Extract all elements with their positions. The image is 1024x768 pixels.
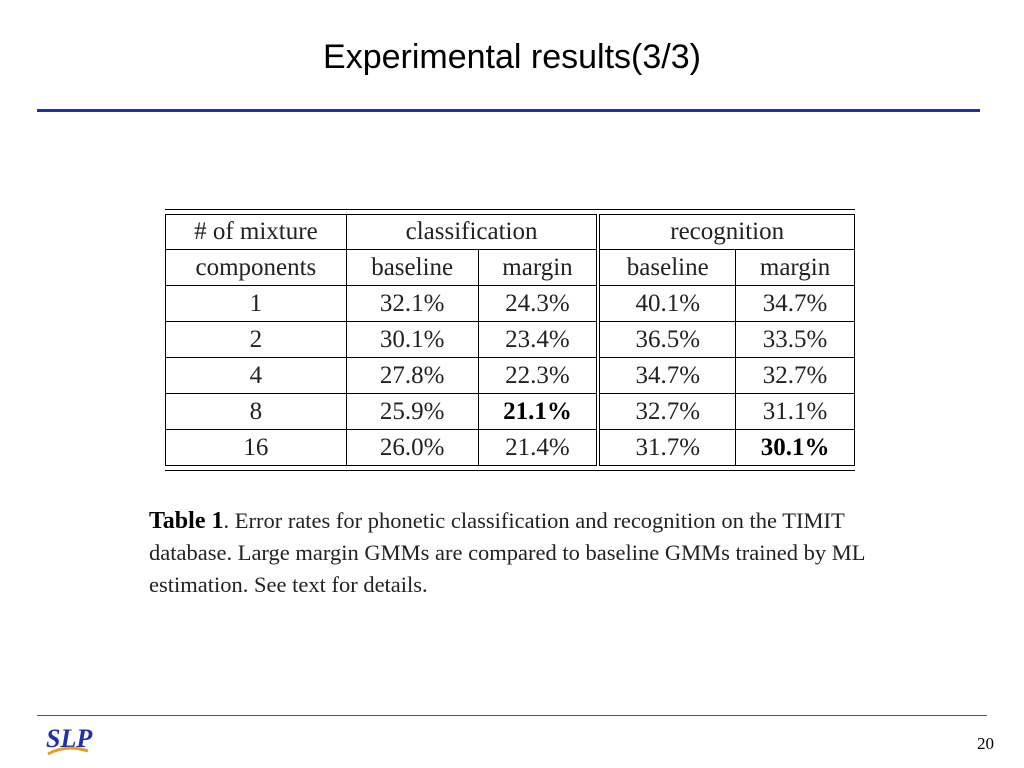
cell-components: 16	[166, 430, 347, 466]
table-row	[166, 394, 855, 430]
cell-cls-baseline: 27.8%	[346, 358, 478, 394]
title-divider	[37, 109, 980, 112]
cell-cls-margin: 22.3%	[478, 358, 598, 394]
cell-rec-baseline: 34.7%	[598, 358, 735, 394]
slp-logo-icon	[44, 720, 94, 760]
header-cls-baseline: baseline	[346, 250, 478, 286]
cell-components: 2	[166, 322, 347, 358]
header-rec-baseline: baseline	[598, 250, 735, 286]
cell-components: 1	[166, 286, 347, 322]
cell-cls-baseline: 26.0%	[346, 430, 478, 466]
cell-cls-margin: 24.3%	[478, 286, 598, 322]
results-table	[165, 214, 855, 466]
cell-rec-margin: 34.7%	[736, 286, 855, 322]
header-rec-margin: margin	[736, 250, 855, 286]
cell-components: 4	[166, 358, 347, 394]
header-components-line2: components	[166, 250, 347, 286]
cell-cls-margin: 21.4%	[478, 430, 598, 466]
cell-rec-baseline: 40.1%	[598, 286, 735, 322]
header-components-line1: # of mixture	[166, 215, 347, 250]
slide-title: Experimental results(3/3)	[323, 38, 701, 76]
cell-cls-margin-best: 21.1%	[478, 394, 598, 430]
cell-rec-margin: 33.5%	[736, 322, 855, 358]
cell-rec-margin: 31.1%	[736, 394, 855, 430]
header-cls-margin: margin	[478, 250, 598, 286]
table-row	[166, 358, 855, 394]
cell-rec-baseline: 32.7%	[598, 394, 735, 430]
cell-rec-margin: 32.7%	[736, 358, 855, 394]
table-row	[166, 430, 855, 466]
results-table-frame	[165, 209, 855, 471]
cell-cls-baseline: 30.1%	[346, 322, 478, 358]
table-header-row-1	[166, 215, 855, 250]
cell-rec-baseline: 36.5%	[598, 322, 735, 358]
cell-rec-margin-best: 30.1%	[736, 430, 855, 466]
table-header-row-2	[166, 250, 855, 286]
table-caption	[149, 505, 879, 601]
caption-text: . Error rates for phonetic classification and recognition on the TIMIT database. Large margin GMMs are compared to baseline GMMs trained by ML estimation. See text for details.	[149, 508, 865, 597]
cell-cls-margin: 23.4%	[478, 322, 598, 358]
header-classification: classification	[346, 215, 598, 250]
page-number: 20	[977, 734, 994, 753]
cell-rec-baseline: 31.7%	[598, 430, 735, 466]
table-row	[166, 322, 855, 358]
cell-cls-baseline: 25.9%	[346, 394, 478, 430]
footer-divider	[37, 715, 987, 716]
caption-label: Table 1	[149, 508, 224, 534]
cell-cls-baseline: 32.1%	[346, 286, 478, 322]
logo-text: SLP	[46, 724, 93, 753]
cell-components: 8	[166, 394, 347, 430]
header-recognition: recognition	[598, 215, 854, 250]
table-row	[166, 286, 855, 322]
